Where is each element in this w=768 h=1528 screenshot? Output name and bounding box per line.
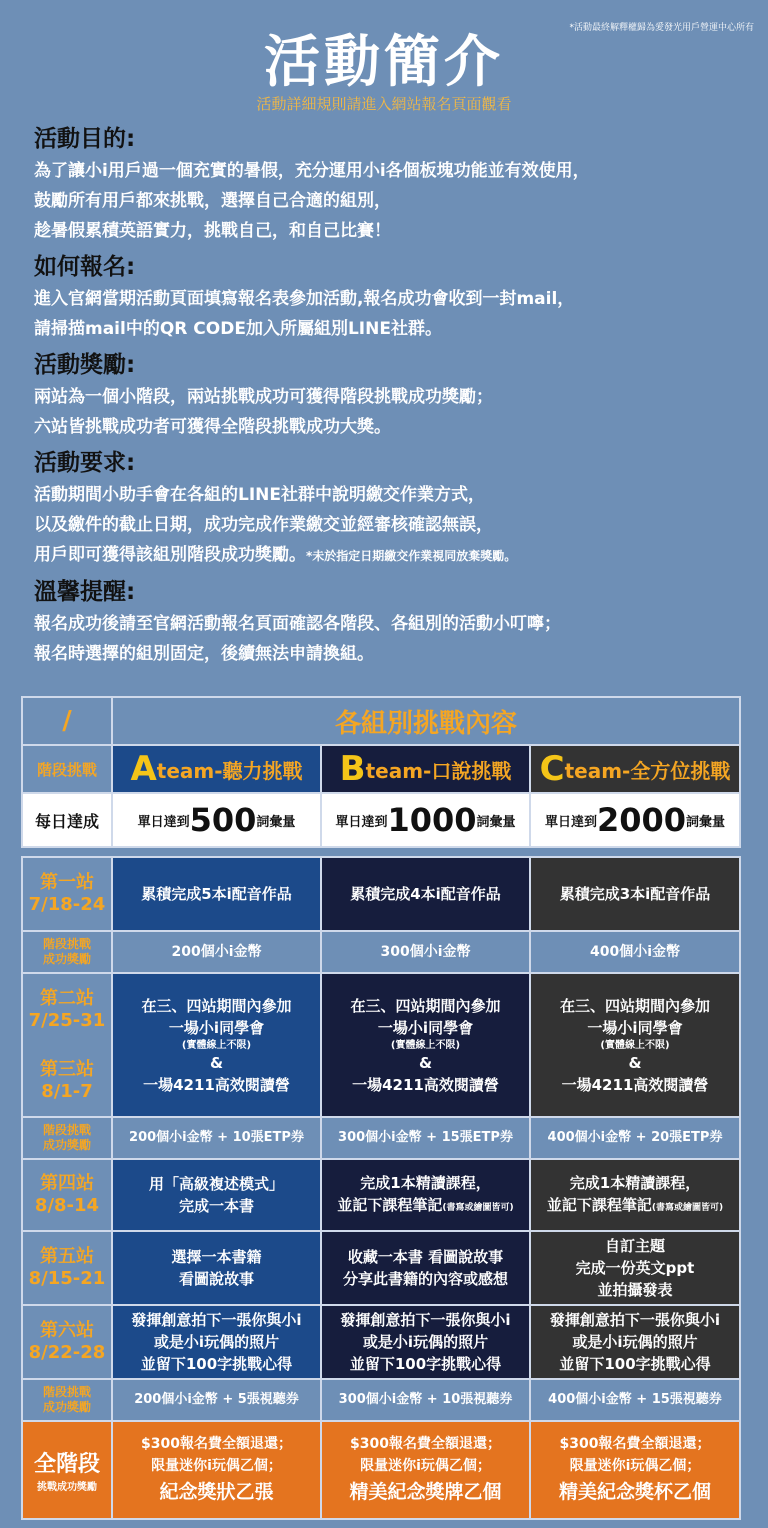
tips-heading: 溫馨提醒: — [34, 579, 136, 605]
stage1-team-a: 累積完成5本i配音作品 — [113, 858, 322, 930]
reward3-label: 階段挑戰 成功獎勵 — [21, 1380, 113, 1420]
stage6-team-a: 發揮創意拍下一張你與小i 或是小i玩偶的照片 並留下100字挑戰心得 — [113, 1306, 322, 1378]
reward1-team-b: 300個小i金幣 — [322, 932, 531, 972]
stage23-team-a: 在三、四站期間內參加 一場小i同學會 (實體線上不限) & 一場4211高效閱讀營 — [113, 974, 322, 1116]
final-team-c: $300報名費全額退還； 限量迷你i玩偶乙個； 精美紀念獎杯乙個 — [531, 1422, 741, 1518]
intro-section — [34, 122, 754, 673]
final-label: 全階段 挑戰成功獎勵 — [21, 1422, 113, 1518]
team-a-header: A team-聽力挑戰 — [113, 746, 322, 792]
team-c-header: C team-全方位挑戰 — [531, 746, 741, 792]
signup-line: 請掃描mail中的QR CODE加入所屬組別LINE社群。 — [34, 319, 442, 339]
reward1-team-c: 400個小i金幣 — [531, 932, 741, 972]
signup-heading: 如何報名: — [34, 254, 136, 280]
stage5-team-c: 自訂主題 完成一份英文ppt 並拍攝發表 — [531, 1232, 741, 1304]
signup-section — [34, 250, 754, 344]
final-team-b: $300報名費全額退還； 限量迷你i玩偶乙個； 精美紀念獎牌乙個 — [322, 1422, 531, 1518]
stage5-team-b: 收藏一本書 看圖說故事 分享此書籍的內容或感想 — [322, 1232, 531, 1304]
stage23-team-c: 在三、四站期間內參加 一場小i同學會 (實體線上不限) & 一場4211高效閱讀營 — [531, 974, 741, 1116]
tips-line: 報名時選擇的組別固定，後續無法申請換組。 — [34, 644, 374, 664]
stage4-team-c: 完成1本精讀課程， 並記下課程筆記(書寫或繪圖皆可) — [531, 1160, 741, 1230]
purpose-heading: 活動目的: — [34, 126, 136, 152]
daily-label: 每日達成 — [21, 794, 113, 846]
require-line — [34, 540, 754, 571]
require-line-text: 用戶即可獲得該組別階段成功獎勵。 — [34, 545, 306, 565]
reward1-team-a: 200個小i金幣 — [113, 932, 322, 972]
table-heading: 各組別挑戰內容 — [113, 698, 741, 744]
purpose-line: 鼓勵所有用戶都來挑戰，選擇自己合適的組別， — [34, 191, 391, 211]
stage1-team-c: 累積完成3本i配音作品 — [531, 858, 741, 930]
stage5-team-a: 選擇一本書籍 看圖說故事 — [113, 1232, 322, 1304]
tips-line: 報名成功後請至官網活動報名頁面確認各階段、各組別的活動小叮嚀； — [34, 614, 561, 634]
final-team-a: $300報名費全額退還； 限量迷你i玩偶乙個； 紀念獎狀乙張 — [113, 1422, 322, 1518]
reward3-team-c: 400個小i金幣 + 15張視聽券 — [531, 1380, 741, 1420]
reward3-team-b: 300個小i金幣 + 10張視聽券 — [322, 1380, 531, 1420]
page-subtitle: 活動詳細規則請進入網站報名頁面觀看 — [256, 95, 512, 113]
stage23-team-b: 在三、四站期間內參加 一場小i同學會 (實體線上不限) & 一場4211高效閱讀營 — [322, 974, 531, 1116]
reward-heading: 活動獎勵: — [34, 352, 136, 378]
page-title: 活動簡介 — [264, 30, 504, 95]
team-a-daily: 單日達到 500 詞彙量 — [113, 794, 322, 846]
stage5-label: 第五站 8/15-21 — [21, 1232, 113, 1304]
table-corner: / — [21, 698, 113, 744]
stage6-team-c: 發揮創意拍下一張你與小i 或是小i玩偶的照片 並留下100字挑戰心得 — [531, 1306, 741, 1378]
require-section — [34, 446, 754, 571]
signup-line: 進入官網當期活動頁面填寫報名表參加活動,報名成功會收到一封mail， — [34, 289, 575, 309]
stage23-label — [21, 974, 113, 1116]
stage6-team-b: 發揮創意拍下一張你與小i 或是小i玩偶的照片 並留下100字挑戰心得 — [322, 1306, 531, 1378]
reward2-team-b: 300個小i金幣 + 15張ETP券 — [322, 1118, 531, 1158]
stage4-team-b: 完成1本精讀課程， 並記下課程筆記(書寫或繪圖皆可) — [322, 1160, 531, 1230]
stage1-team-b: 累積完成4本i配音作品 — [322, 858, 531, 930]
reward1-label: 階段挑戰 成功獎勵 — [21, 932, 113, 972]
tips-section — [34, 575, 754, 669]
reward3-team-a: 200個小i金幣 + 5張視聽券 — [113, 1380, 322, 1420]
require-note: *未於指定日期繳交作業視同放棄獎勵。 — [306, 549, 517, 563]
reward2-team-a: 200個小i金幣 + 10張ETP券 — [113, 1118, 322, 1158]
reward-line: 六站皆挑戰成功者可獲得全階段挑戰成功大獎。 — [34, 417, 391, 437]
stage6-label: 第六站 8/22-28 — [21, 1306, 113, 1378]
require-heading: 活動要求: — [34, 450, 136, 476]
team-c-daily: 單日達到 2000 詞彙量 — [531, 794, 741, 846]
stage4-label: 第四站 8/8-14 — [21, 1160, 113, 1230]
require-line: 活動期間小助手會在各組的LINE社群中說明繳交作業方式， — [34, 485, 485, 505]
purpose-section — [34, 122, 754, 246]
require-line: 以及繳件的截止日期，成功完成作業繳交並經審核確認無誤， — [34, 515, 493, 535]
team-b-daily: 單日達到 1000 詞彙量 — [322, 794, 531, 846]
stage4-team-a: 用「高級複述模式」 完成一本書 — [113, 1160, 322, 1230]
stage2-label: 第二站 7/25-31 — [28, 987, 106, 1031]
purpose-line: 趁暑假累積英語實力，挑戰自己，和自己比賽！ — [34, 221, 391, 241]
reward2-label: 階段挑戰 成功獎勵 — [21, 1118, 113, 1158]
stage1-label: 第一站 7/18-24 — [21, 858, 113, 930]
disclaimer-notice: *活動最終解釋權歸為愛發光用戶營運中心所有 — [569, 23, 754, 33]
reward-line: 兩站為一個小階段，兩站挑戰成功可獲得階段挑戰成功獎勵； — [34, 387, 493, 407]
challenge-table — [21, 696, 741, 1520]
reward-section — [34, 348, 754, 442]
stage-challenge-label: 階段挑戰 — [21, 746, 113, 792]
team-b-header: B team-口說挑戰 — [322, 746, 531, 792]
reward2-team-c: 400個小i金幣 + 20張ETP券 — [531, 1118, 741, 1158]
purpose-line: 為了讓小i用戶過一個充實的暑假，充分運用小i各個板塊功能並有效使用， — [34, 161, 590, 181]
stage3-label: 第三站 8/1-7 — [40, 1058, 94, 1102]
